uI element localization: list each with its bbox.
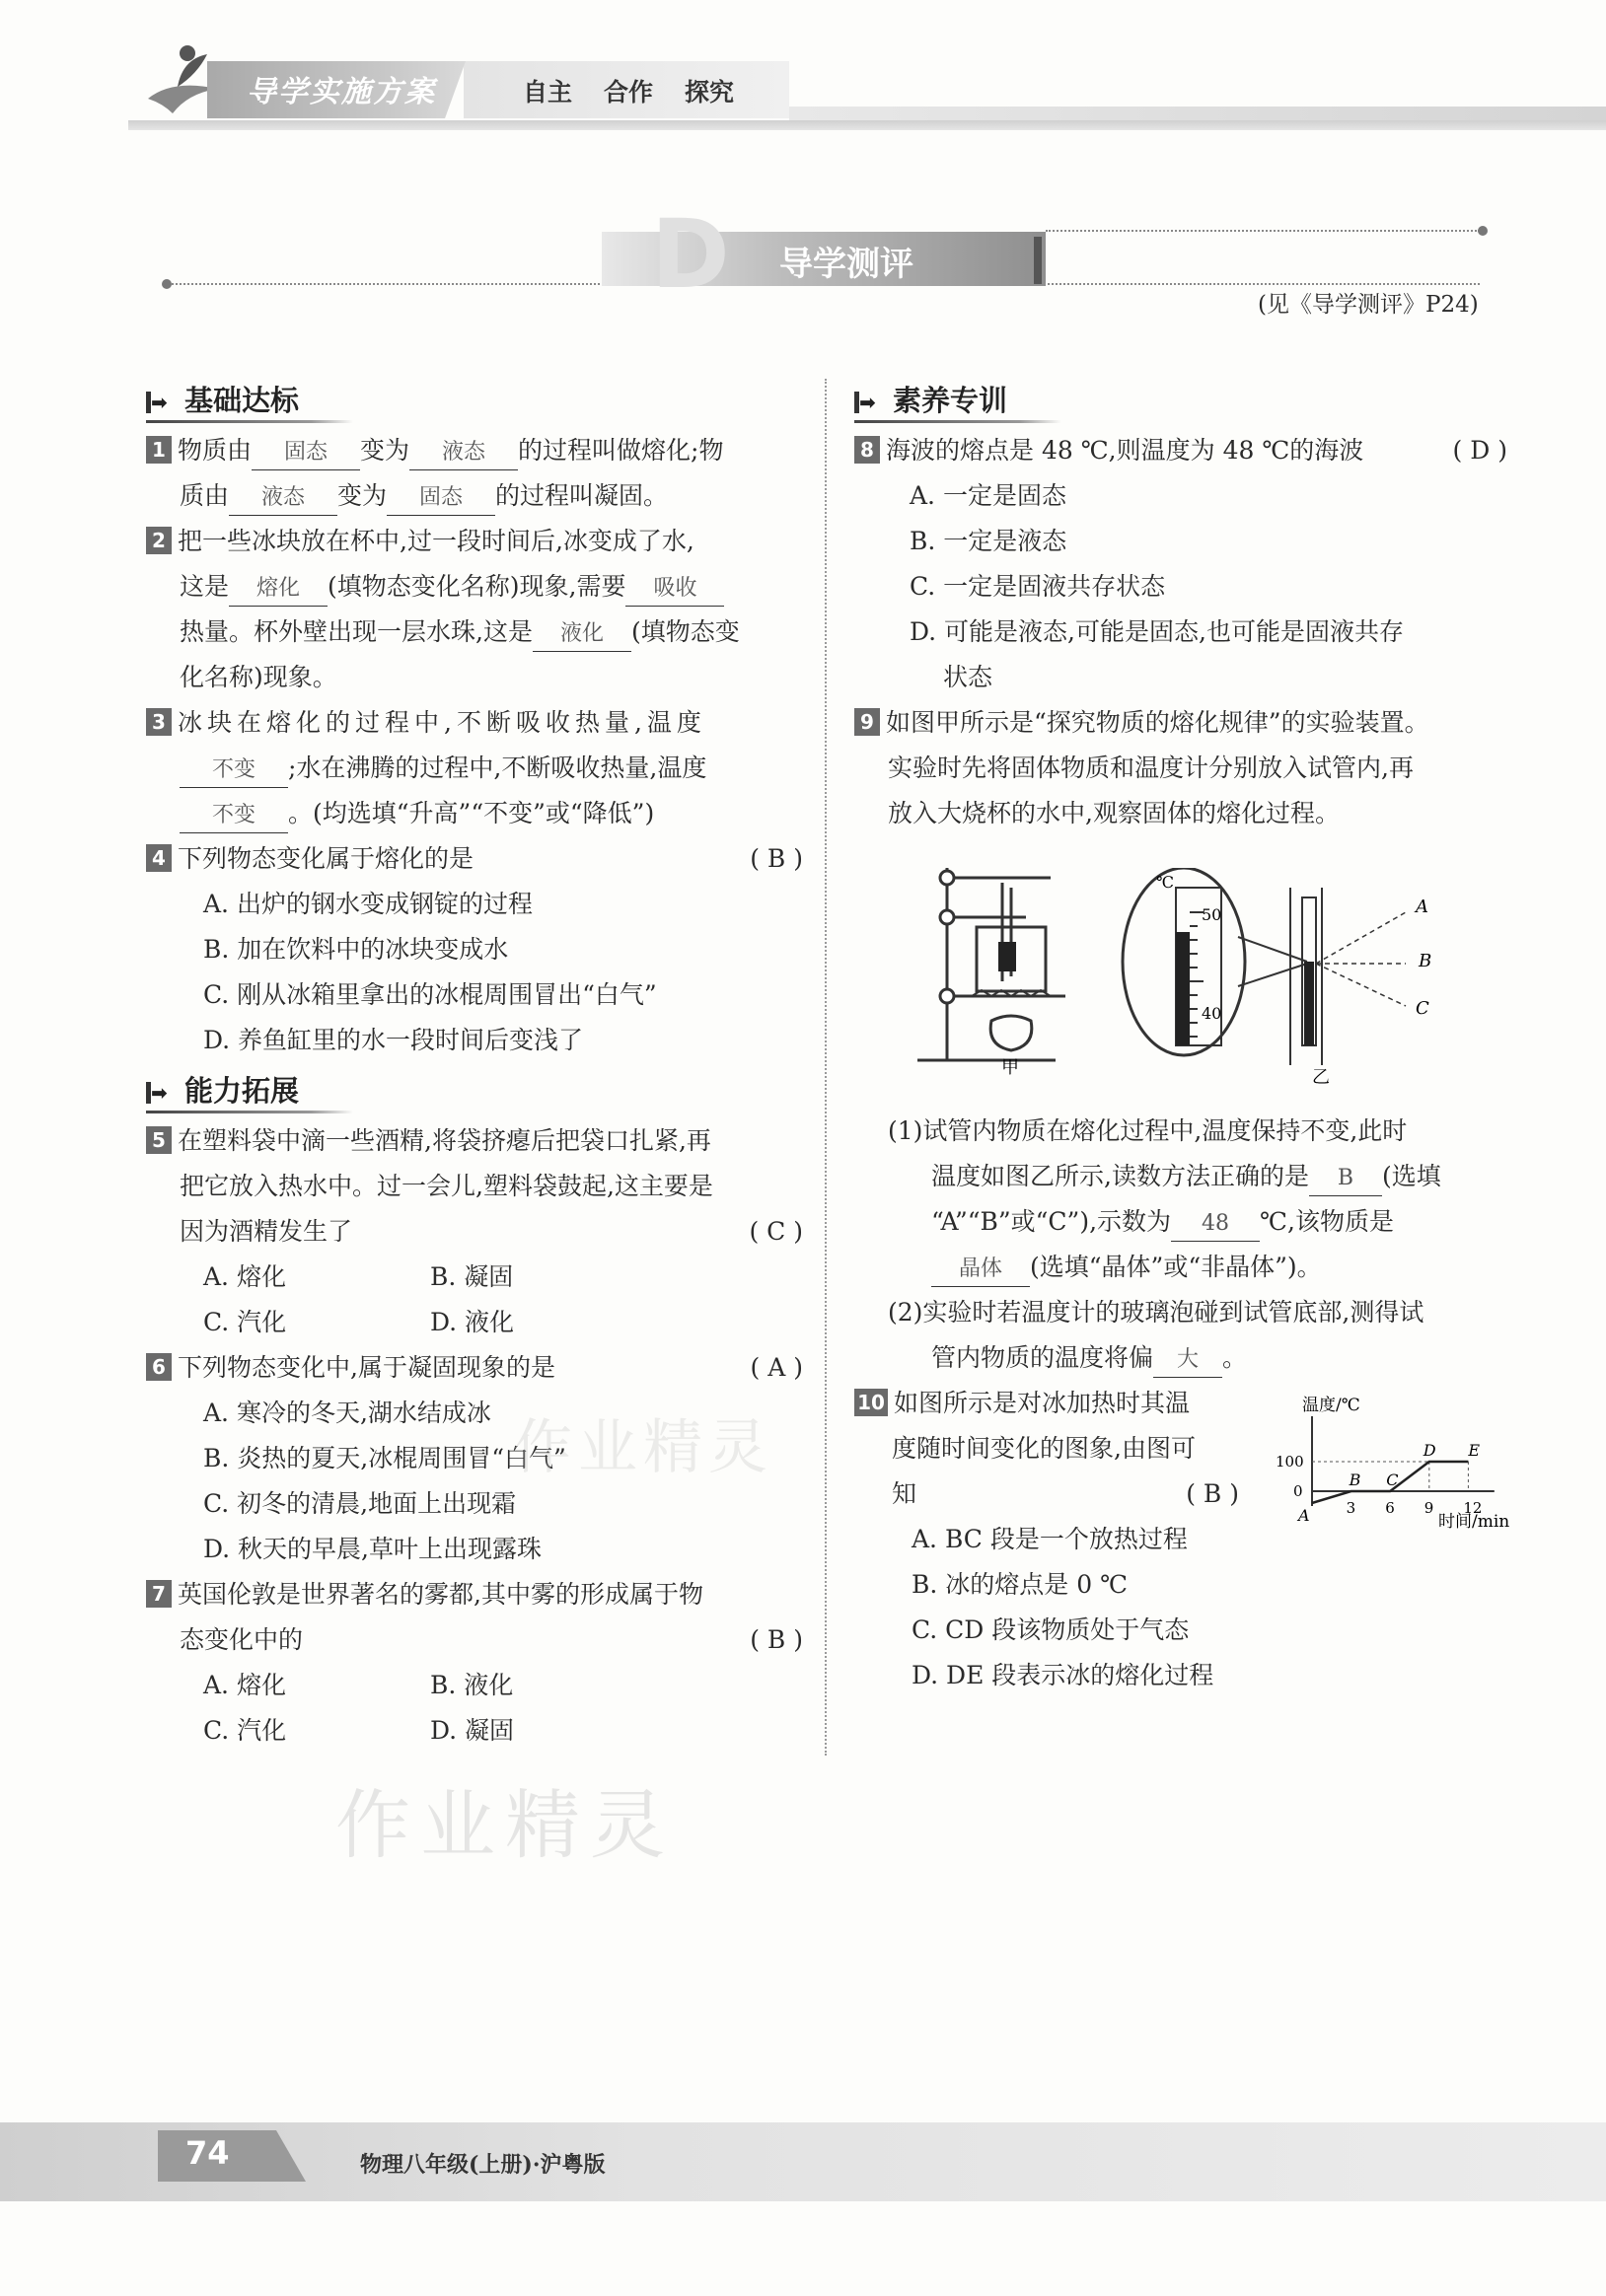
chart-x-tick: 9: [1424, 1499, 1434, 1517]
question-9-parts: (1)试管内物质在熔化过程中,温度保持不变,此时 温度如图乙所示,读数方法正确的是 B (选填 “A”“B”或“C”),示数为 48 ℃,该物质是 晶体 (选填“晶体”或“非晶体”)。 (2)实验时若温度计的玻璃泡碰到试管底部,测得试 管内物质的温度将偏 大 。: [888, 1109, 1507, 1381]
tag-hezuo: 合作: [604, 78, 654, 107]
chart-point-label: D: [1423, 1441, 1436, 1460]
tag-tanjiu: 探究: [685, 78, 735, 107]
section-title: 导学测评: [779, 245, 913, 284]
dot-decor: [162, 279, 172, 289]
answer-blank: B: [1309, 1162, 1382, 1196]
chart-x-tick: 3: [1346, 1499, 1356, 1517]
dot-decor: [1478, 226, 1488, 236]
question-4: 4 下列物态变化属于熔化的是 ( B ) A. 出炉的钢水变成钢锭的过程 B. 加在饮料中的冰块变成水 C. 刚从冰箱里拿出的冰棍周围冒出“白气” D. 养鱼缸里的水一段时间后变浅了: [146, 836, 803, 1063]
heading-underline: [854, 420, 1061, 423]
header-rule: [789, 107, 1606, 120]
eye-label-a: A: [1416, 897, 1428, 917]
answer-blank: 液态: [229, 481, 337, 516]
question-9: 9 如图甲所示是“探究物质的熔化规律”的实验装置。 实验时先将固体物质和温度计分别放入试管内,再 放入大烧杯的水中,观察固体的熔化过程。: [854, 700, 1507, 836]
section-letter: D: [651, 199, 730, 310]
answer-blank: 大: [1153, 1343, 1222, 1378]
heading-underline: [146, 1111, 353, 1113]
question-5: 5 在塑料袋中滴一些酒精,将袋挤瘪后把袋口扎紧,再 把它放入热水中。过一会儿,塑料袋鼓起,这主要是 因为酒精发生了 ( C ) A. 熔化 B. 凝固 C. 汽化 D. 液化: [146, 1118, 803, 1345]
answer-blank: 晶体: [931, 1253, 1030, 1287]
banner-title: 导学实施方案: [247, 75, 436, 109]
heading-basic: ➡ 基础达标: [146, 379, 299, 419]
heading-underline: [146, 420, 353, 423]
question-10: 10 如图所示是对冰加热时其温 度随时间变化的图象,由图可 知 ( B ) A. BC 段是一个放热过程 B. 冰的熔点是 0 ℃ C. CD 段该物质处于气态 D. DE 段表示冰的熔化过程: [854, 1381, 1239, 1698]
fig-label-jia: 甲: [1001, 1057, 1019, 1075]
chart-y-tick: 100: [1276, 1453, 1304, 1471]
thermometer-figure: [1115, 868, 1480, 1085]
arrow-icon: ➡: [146, 392, 177, 413]
chart-point-label: E: [1468, 1441, 1481, 1460]
chart-point-label: B: [1349, 1471, 1361, 1489]
chart-x-tick: 6: [1385, 1499, 1395, 1517]
answer-blank: 不变: [180, 753, 288, 788]
thermo-tick-40: 40: [1202, 1004, 1222, 1023]
eye-label-c: C: [1416, 998, 1429, 1019]
heading-ability: ➡ 能力拓展: [146, 1069, 299, 1110]
answer-blank: 固态: [387, 481, 495, 516]
question-8: 8 海波的熔点是 48 ℃,则温度为 48 ℃的海波 ( D ) A. 一定是固态 B. 一定是液态 C. 一定是固液共存状态 D. 可能是液态,可能是固态,也可能是固液共存 状态: [854, 428, 1507, 700]
reference-note: (见《导学测评》P24): [1258, 292, 1479, 318]
watermark: 作业精灵: [513, 1413, 773, 1482]
chart-point-label: A: [1298, 1506, 1310, 1525]
apparatus-figure: [908, 848, 1105, 1075]
chart-xlabel: 时间/min: [1438, 1512, 1509, 1532]
chart-x-tick: 12: [1463, 1499, 1483, 1517]
answer-blank: 不变: [180, 799, 288, 833]
answer-blank: 吸收: [625, 572, 724, 607]
answer-blank: 熔化: [229, 572, 328, 607]
book-title: 物理八年级(上册)·沪粤版: [360, 2152, 606, 2178]
page-number: 74: [185, 2134, 230, 2172]
watermark: 作业精灵: [335, 1781, 675, 1869]
chart-ylabel: 温度/℃: [1302, 1396, 1360, 1415]
question-7: 7 英国伦敦是世界著名的雾都,其中雾的形成属于物 态变化中的 ( B ) A. 熔化 B. 液化 C. 汽化 D. 凝固: [146, 1572, 803, 1754]
temperature-time-chart: [1273, 1391, 1509, 1539]
arrow-icon: ➡: [854, 392, 885, 413]
thermo-unit: ℃: [1156, 873, 1174, 892]
answer-blank: 48: [1171, 1207, 1260, 1242]
chart-point-label: C: [1386, 1471, 1399, 1489]
heading-literacy: ➡ 素养专训: [854, 379, 1007, 419]
question-1: 1 物质由 固态 变为 液态 的过程叫做熔化;物 质由 液态 变为 固态 的过程叫凝固。: [146, 428, 723, 519]
column-divider: [825, 379, 827, 1756]
answer-blank: 液化: [533, 617, 631, 652]
section-bar: [1034, 237, 1042, 284]
answer-blank: 固态: [252, 436, 360, 470]
chart-y-tick: 0: [1293, 1482, 1303, 1500]
tag-zizhu: 自主: [523, 78, 573, 107]
fig-label-yi: 乙: [1312, 1067, 1330, 1085]
question-2: 2 把一些冰块放在杯中,过一段时间后,冰变成了水, 这是 熔化 (填物态变化名称)现象,需要 吸收 热量。杯外壁出现一层水珠,这是 液化 (填物态变 化名称)现象。: [146, 519, 740, 700]
arrow-icon: ➡: [146, 1082, 177, 1104]
thermo-tick-50: 50: [1202, 905, 1222, 924]
section-dotline-right: [1046, 230, 1480, 232]
eye-label-b: B: [1419, 951, 1432, 971]
question-3: 3 冰块在熔化的过程中,不断吸收热量,温度 不变 ;水在沸腾的过程中,不断吸收热量,温度 不变 。(均选填“升高”“不变”或“降低”): [146, 700, 706, 836]
question-6: 6 下列物态变化中,属于凝固现象的是 ( A ) A. 寒冷的冬天,湖水结成冰 B. 炎热的夏天,冰棍周围冒“白气” C. 初冬的清晨,地面上出现霜 D. 秋天的早晨,草叶上出现露珠: [146, 1345, 803, 1572]
header-rule-bottom: [128, 120, 1606, 130]
answer-blank: 液态: [409, 436, 518, 470]
